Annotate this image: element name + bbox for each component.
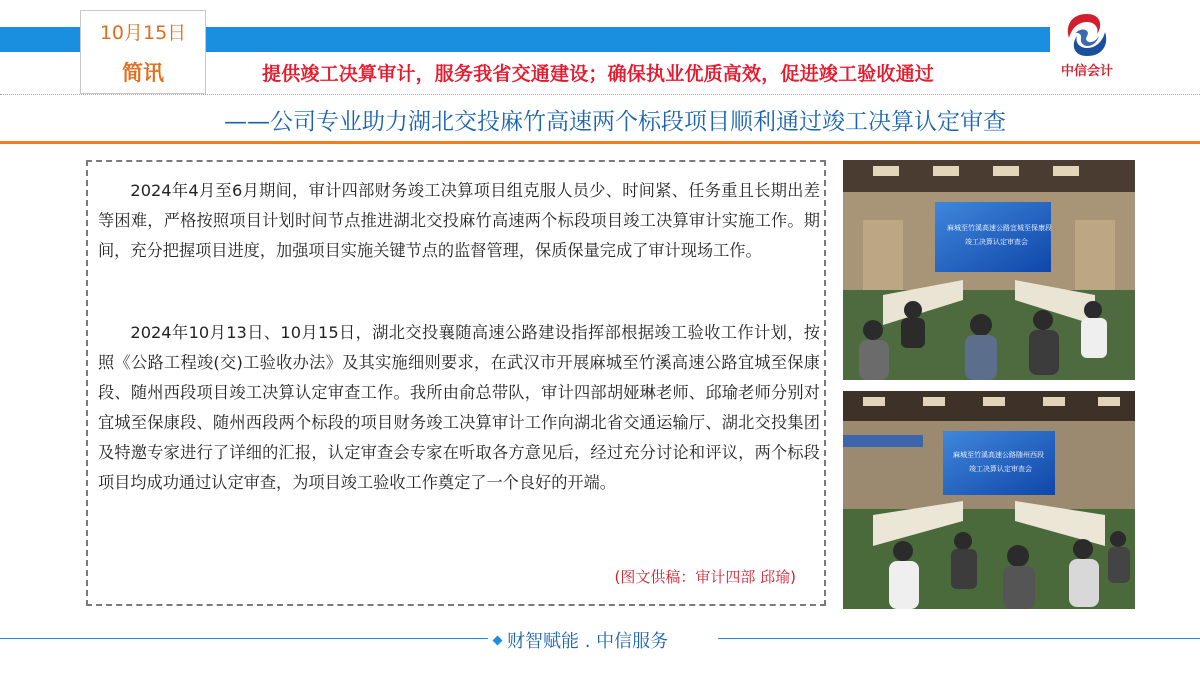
date-label: 10月15日 <box>99 21 187 44</box>
footer-line-right <box>718 638 1200 639</box>
photo-1-screen-line-2: 竣工决算认定审查会 <box>965 238 1028 246</box>
article-panel <box>86 160 826 606</box>
meeting-photo-2 <box>843 391 1135 609</box>
photo-1-screen-line-1: 麻城至竹溪高速公路宜城至保康段 <box>947 224 1052 232</box>
logo-mark-icon <box>1061 10 1113 60</box>
headline: 提供竣工决算审计，服务我省交通建设；确保执业优质高效，促进竣工验收通过 <box>262 63 935 85</box>
logo-text: 中信会计 <box>1060 64 1113 79</box>
date-tab <box>80 10 206 51</box>
article-paragraph-1: 2024年4月至6月期间，审计四部财务竣工决算项目组克服人员少、时间紧、任务重且长期出差等困难，严格按照项目计划时间节点推进湖北交投麻竹高速两个标段项目竣工决算审计实施工作。期间，充分把握项目进度，加强项目实施关键节点的监督管理，保质保量完成了审计现场工作。 <box>98 181 820 260</box>
photo-credit: (图文供稿：审计四部 邱瑜) <box>614 568 796 586</box>
photo-2-screen-line-1: 麻城至竹溪高速公路随州西段 <box>953 451 1044 459</box>
title-underline <box>0 141 1200 144</box>
diamond-icon <box>493 636 503 646</box>
footer-line-left <box>0 638 488 639</box>
header-divider <box>0 94 1200 95</box>
subtitle: ——公司专业助力湖北交投麻竹高速两个标段项目顺利通过竣工决算认定审查 <box>224 109 1006 135</box>
photo-2-screen-line-2: 竣工决算认定审查会 <box>969 465 1032 473</box>
section-label: 简讯 <box>122 61 164 85</box>
footer <box>494 627 714 653</box>
footer-slogan: 财智赋能 . 中信服务 <box>507 631 669 652</box>
company-logo <box>1048 10 1126 80</box>
section-tab <box>80 51 206 94</box>
article-paragraph-2: 2024年10月13日、10月15日，湖北交投襄随高速公路建设指挥部根据竣工验收工作计划，按照《公路工程竣(交)工验收办法》及其实施细则要求，在武汉市开展麻城至竹溪高速公路宜城至保康段、随州西段项目竣工决算认定审查工作。我所由俞总带队，审计四部胡娅琳老师、邱瑜老师分别对宜城至保康段、随州西段两个标段的项目财务竣工决算审计工作向湖北省交通运输厅、湖北交投集团及特邀专家进行了详细的汇报，认定审查会专家在听取各方意见后，经过充分讨论和评议，两个标段项目均成功通过认定审查，为项目竣工验收工作奠定了一个良好的开端。 <box>98 323 820 492</box>
meeting-photo-1 <box>843 160 1135 380</box>
